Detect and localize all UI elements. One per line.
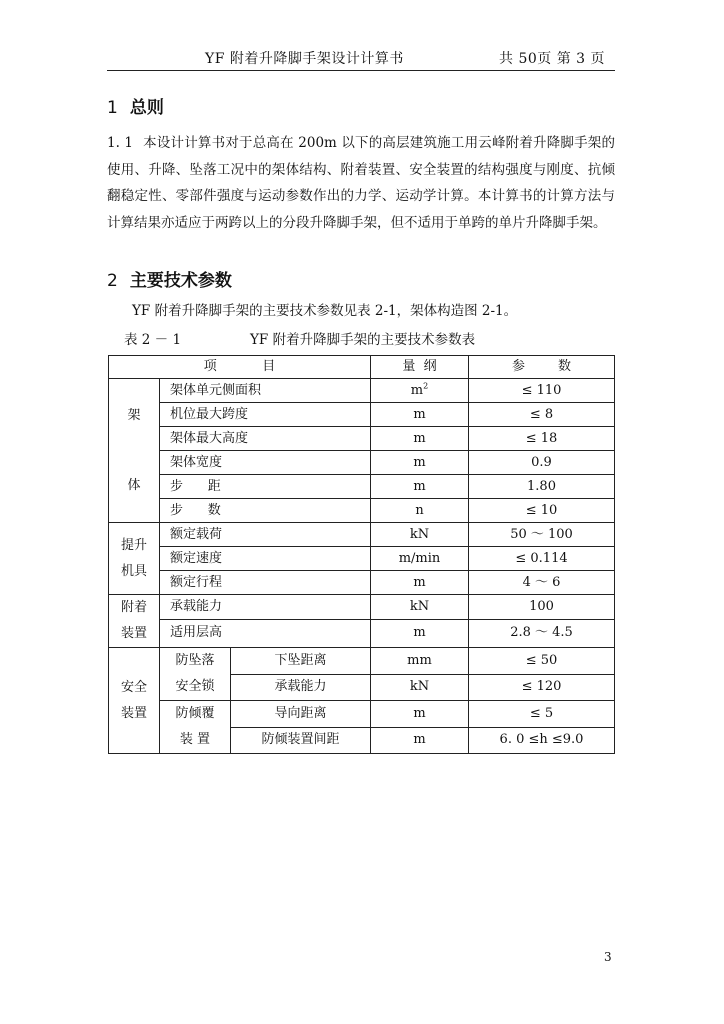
- table-header-row: [109, 356, 615, 379]
- row-item: 架体最大高度: [160, 427, 371, 451]
- table-row: [109, 451, 615, 475]
- row-item: 额定速度: [160, 547, 371, 571]
- row-item: 架体单元侧面积: [160, 379, 371, 403]
- row-unit: $m^2$: [371, 379, 469, 403]
- row-unit: m: [371, 571, 469, 595]
- group-frame-line1: 架: [127, 407, 141, 423]
- row-unit: kN: [371, 595, 469, 620]
- section-2-heading: [107, 270, 232, 292]
- table-row: [109, 701, 615, 728]
- subgroup-tilt-line1: 防倾覆: [175, 706, 215, 721]
- group-lift: [109, 523, 160, 595]
- row-unit: m: [371, 403, 469, 427]
- table-row: [109, 499, 615, 523]
- group-attach-line2: 装置: [120, 626, 147, 641]
- row-item: 导向距离: [231, 701, 371, 728]
- parameters-table: [108, 355, 615, 754]
- clause-text: 本设计计算书对于总高在 200m 以下的高层建筑施工用云峰附着升降脚手架的使用、升降、坠落工况中的架体结构、附着装置、安全装置的结构强度与刚度、抗倾翻稳定性、零部件强度与运动参数作出的力学、运动学计算。本计算书的计算方法与计算结果亦适应于两跨以上的分段升降脚手架，但不适用于单跨的单片升降脚手架。: [107, 135, 616, 231]
- row-item: 步 距: [160, 475, 371, 499]
- group-lift-line1: 提升: [120, 537, 147, 553]
- section-2-intro: YF 附着升降脚手架的主要技术参数见表 2-1，架体构造图 2-1。: [132, 303, 518, 319]
- row-value: ≤ 50: [469, 648, 615, 675]
- row-unit: n: [371, 499, 469, 523]
- subgroup-tilt: [160, 701, 231, 754]
- subgroup-fall-line2: 安全锁: [175, 679, 215, 694]
- table-row: [109, 379, 615, 403]
- group-frame: [109, 379, 160, 523]
- table-caption-title: YF 附着升降脚手架的主要技术参数表: [250, 332, 476, 348]
- subgroup-fall: [160, 648, 231, 701]
- group-attach-line1: 附着: [120, 600, 147, 615]
- row-value: ≤ 18: [469, 427, 615, 451]
- table-row: [109, 523, 615, 547]
- row-unit: m/min: [371, 547, 469, 571]
- table-row: [109, 547, 615, 571]
- group-frame-line2: 体: [127, 477, 141, 493]
- row-unit: kN: [371, 523, 469, 547]
- group-lift-line2: 机具: [120, 563, 147, 579]
- header-unit: 量 纲: [371, 356, 469, 379]
- row-unit: m: [371, 619, 469, 647]
- row-value: 4 ～ 6: [469, 571, 615, 595]
- page-number: 3: [604, 950, 612, 964]
- row-unit: m: [371, 451, 469, 475]
- group-attach: [109, 595, 160, 648]
- header-page-count: 共 50页 第 3 页: [499, 51, 606, 67]
- subgroup-fall-line1: 防坠落: [175, 653, 215, 668]
- row-value: ≤ 8: [469, 403, 615, 427]
- row-item: 承载能力: [160, 595, 371, 620]
- table-row: [109, 619, 615, 647]
- row-value: 100: [469, 595, 615, 620]
- unit-superscript: 2: [423, 381, 429, 391]
- row-unit: m: [371, 727, 469, 754]
- table-row: [109, 475, 615, 499]
- row-unit: m: [371, 427, 469, 451]
- row-item: 防倾装置间距: [231, 727, 371, 754]
- header-item: 项 目: [109, 356, 371, 379]
- section-2-title: 主要技术参数: [129, 271, 232, 291]
- row-value: ≤ 120: [469, 674, 615, 701]
- header-value: 参 数: [469, 356, 615, 379]
- table-row: [109, 427, 615, 451]
- table-row: [109, 571, 615, 595]
- row-value: ≤ 10: [469, 499, 615, 523]
- group-safety-line1: 安全: [120, 679, 147, 695]
- group-safety-line2: 装置: [120, 705, 147, 721]
- header-title: YF 附着升降脚手架设计计算书: [205, 51, 404, 67]
- row-value: ≤ 5: [469, 701, 615, 728]
- row-item: 承载能力: [231, 674, 371, 701]
- section-2-number: 2: [107, 271, 118, 291]
- row-value: 50 ～ 100: [469, 523, 615, 547]
- row-value: 1.80: [469, 475, 615, 499]
- row-item: 下坠距离: [231, 648, 371, 675]
- table-row: [109, 595, 615, 620]
- section-1-number: 1: [107, 98, 118, 118]
- row-value: ≤ 110: [469, 379, 615, 403]
- table-row: [109, 403, 615, 427]
- row-value: ≤ 0.114: [469, 547, 615, 571]
- table-caption-number: 表 2 － 1: [124, 332, 182, 348]
- row-unit: m: [371, 701, 469, 728]
- row-unit: mm: [371, 648, 469, 675]
- group-safety: [109, 648, 160, 754]
- section-1-paragraph: [107, 130, 615, 236]
- section-1-title: 总则: [129, 98, 164, 118]
- row-unit: m: [371, 475, 469, 499]
- section-1-heading: [107, 97, 164, 119]
- subgroup-tilt-line2: 装 置: [179, 732, 211, 747]
- row-item: 适用层高: [160, 619, 371, 647]
- row-item: 额定载荷: [160, 523, 371, 547]
- row-item: 额定行程: [160, 571, 371, 595]
- row-value: 6. 0 ≤h ≤9.0: [469, 727, 615, 754]
- table-row: [109, 648, 615, 675]
- clause-number: 1. 1: [107, 135, 133, 151]
- row-item: 架体宽度: [160, 451, 371, 475]
- row-item: 步 数: [160, 499, 371, 523]
- row-unit: kN: [371, 674, 469, 701]
- page-header: [107, 48, 615, 71]
- row-value: 2.8 ～ 4.5: [469, 619, 615, 647]
- row-item: 机位最大跨度: [160, 403, 371, 427]
- row-value: 0.9: [469, 451, 615, 475]
